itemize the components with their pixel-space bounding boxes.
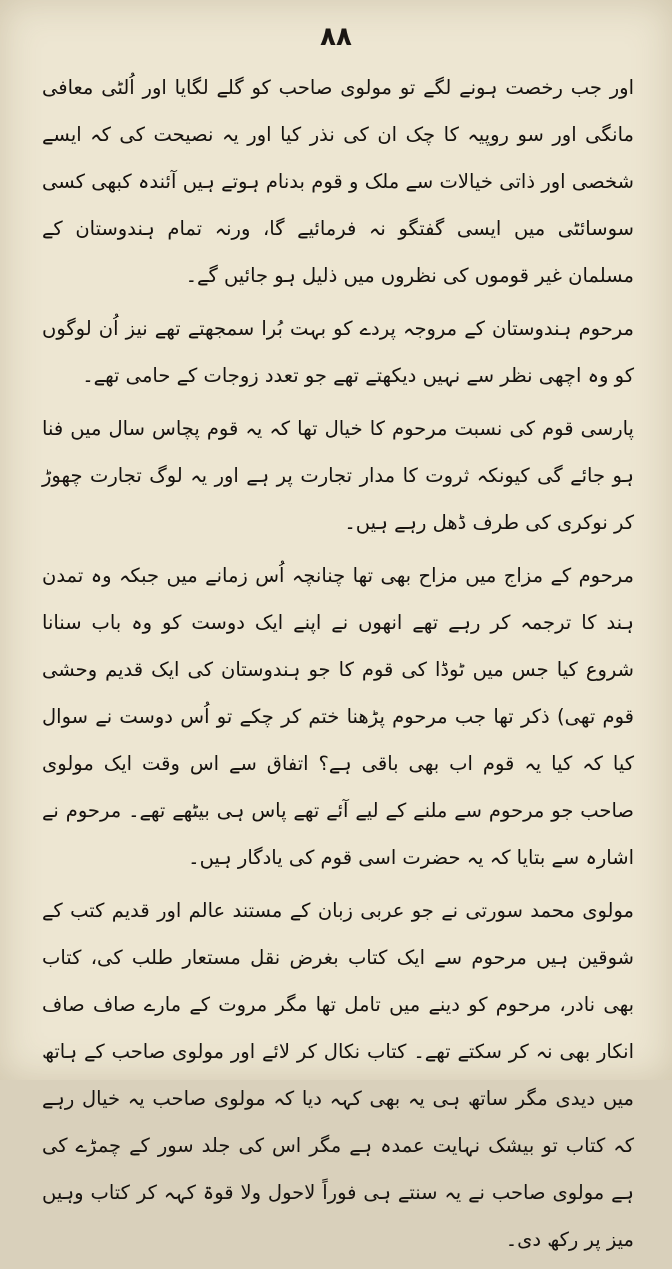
paragraph-parsi-nation: پارسی قوم کی نسبت مرحوم کا خیال تھا کہ یہ قوم پچاس سال میں فنا ہو جائے گی کیونکہ ثروت کا مدار تجارت پر ہے اور یہ لوگ تجارت چھوڑ کر نوکری کی طرف ڈھل رہے ہیں۔ (42, 417, 634, 534)
paragraph-humor-anecdote: مرحوم کے مزاج میں مزاح بھی تھا چنانچہ اُس زمانے میں جبکہ وہ تمدن ہند کا ترجمہ کر رہے تھے انھوں نے اپنے ایک دوست کو وہ باب سنانا شروع کیا جس میں ٹوڈا کی قوم کا جو ہندوستان کی ایک قدیم وحشی قوم تھی) ذکر تھا جب مرحوم پڑھنا ختم کر چکے تو اُس دوست نے سوال کیا کہ کیا یہ قوم اب بھی باقی ہے؟ اتفاق سے اس وقت ایک مولوی صاحب جو مرحوم سے ملنے کے لیے آئے تھے پاس ہی بیٹھے تھے۔ مرحوم نے اشارہ سے بتایا کہ یہ حضرت اسی قوم کی یادگار ہیں۔ (42, 564, 634, 869)
paragraph-farewell-advice: اور جب رخصت ہونے لگے تو مولوی صاحب کو گلے لگایا اور اُلٹی معافی مانگی اور سو روپیہ کا چک ان کی نذر کیا اور یہ نصیحت کی کہ ایسے شخصی اور ذاتی خیالات سے ملک و قوم بدنام ہوتے ہیں آئندہ کبھی کسی سوسائٹی میں ایسی گفتگو نہ فرمائیے گا، ورنہ تمام ہندوستان کے مسلمان غیر قوموں کی نظروں میں ذلیل ہو جائیں گے۔ (42, 76, 634, 287)
paragraph-book-anecdote: مولوی محمد سورتی نے جو عربی زبان کے مستند عالم اور قدیم کتب کے شوقین ہیں مرحوم سے ایک کتاب بغرض نقل مستعار طلب کی، کتاب بھی نادر، مرحوم کو دینے میں تامل تھا مگر مروت کے مارے صاف صاف انکار بھی نہ کر سکتے تھے۔ کتاب نکال کر لائے اور مولوی صاحب کے ہاتھ میں دیدی مگر ساتھ ہی یہ بھی کہہ دیا کہ مولوی صاحب یہ خیال رہے کہ کتاب تو بیشک نہایت عمدہ ہے مگر اس کی جلد سور کے چمڑے کی ہے مولوی صاحب نے یہ سنتے ہی فوراً لاحول ولا قوۃ کہہ کر کتاب وہیں میز پر رکھ دی۔ (42, 899, 634, 1251)
page-body-text (42, 64, 634, 1269)
paragraph-purdah-polygamy: مرحوم ہندوستان کے مروجہ پردے کو بہت بُرا سمجھتے تھے نیز اُن لوگوں کو وہ اچھی نظر سے نہیں دیکھتے تھے جو تعدد زوجات کے حامی تھے۔ (42, 317, 634, 387)
page-number: ۸۸ (320, 22, 352, 52)
